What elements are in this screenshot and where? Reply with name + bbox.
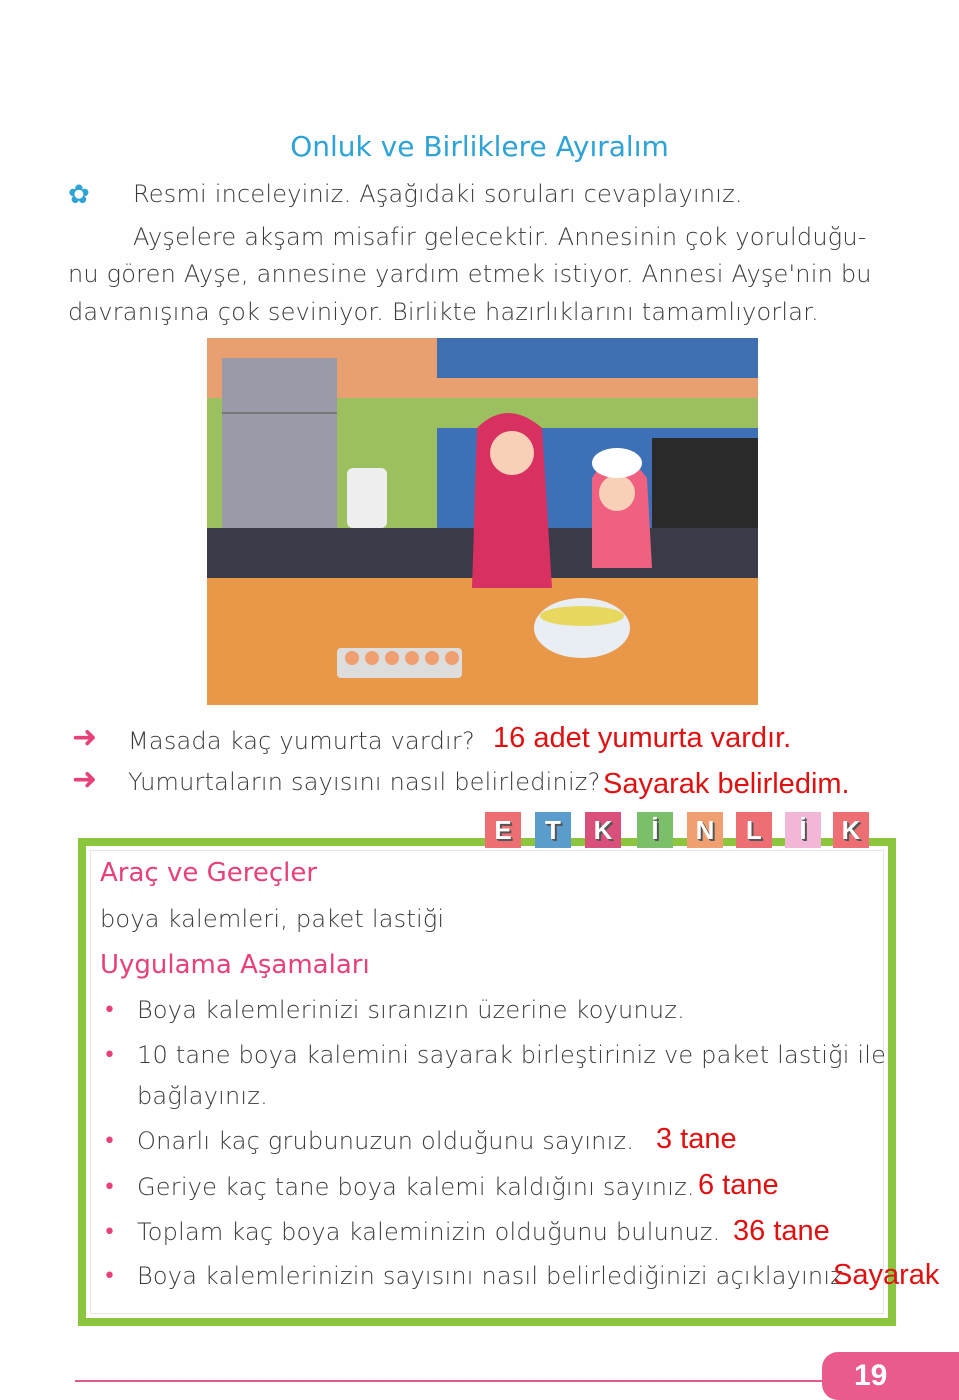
answer-text: 36 tane [733,1215,830,1247]
page-number: 19 [822,1352,959,1400]
step-text: Boya kalemlerinizin sayısını nasıl belirlediğinizi açıklayınız. [137,1262,851,1290]
story-line: davranışına çok seviniyor. Birlikte hazırlıklarını tamamlıyorlar. [68,298,819,326]
answer-text: Sayarak [833,1259,940,1291]
tools-heading: Araç ve Gereçler [100,858,318,888]
answer-text: Sayarak belirledim. [603,768,850,800]
banner-letter-tile: N [687,812,723,848]
tools-text: boya kalemleri, paket lastiği [100,905,445,933]
banner-letter-tile: L [736,812,772,848]
arrow-right-icon: ➜ [72,720,98,755]
step-text-cont: bağlayınız. [137,1082,268,1110]
answer-text: 3 tane [656,1123,737,1155]
banner-letter-tile: İ [785,812,821,848]
banner-letter-tile: K [833,812,869,848]
banner-letter-tile: İ [637,812,673,848]
bullet-icon: • [103,1129,116,1154]
step-text: Toplam kaç boya kaleminizin olduğunu bulunuz. [137,1218,721,1246]
step-text: Geriye kaç tane boya kalemi kaldığını sayınız. [137,1173,695,1201]
step-text: Onarlı kaç grubunuzun olduğunu sayınız. [137,1127,635,1155]
steps-heading: Uygulama Aşamaları [100,950,370,980]
bullet-icon: • [103,1043,116,1068]
kitchen-illustration [207,338,758,705]
footer-line [75,1380,825,1382]
step-text: Boya kalemlerinizi sıranızın üzerine koyunuz. [137,996,685,1024]
banner-letter-tile: E [485,812,521,848]
banner-letter-tile: K [585,812,621,848]
answer-text: 16 adet yumurta vardır. [493,722,792,754]
answer-text: 6 tane [698,1169,779,1201]
step-text: 10 tane boya kalemini sayarak birleştiriniz ve paket lastiği ile [137,1041,887,1069]
question-text: Yumurtaların sayısını nasıl belirlediniz? [128,768,601,796]
instruction: Resmi inceleyiniz. Aşağıdaki soruları cevaplayınız. [133,180,743,208]
arrow-right-icon: ➜ [72,762,98,797]
bullet-icon: • [103,1175,116,1200]
story-line: Ayşelere akşam misafir gelecektir. Annesinin çok yorulduğu- [133,223,867,251]
banner-letter-tile: T [535,812,571,848]
bullet-icon: • [103,1220,116,1245]
story-line: nu gören Ayşe, annesine yardım etmek istiyor. Annesi Ayşe'nin bu [68,260,872,288]
question-text: Masada kaç yumurta vardır? [128,727,475,755]
bullet-icon: • [103,1264,116,1289]
bullet-icon: • [103,998,116,1023]
page-title: Onluk ve Birliklere Ayıralım [290,130,669,163]
flower-icon: ✿ [68,180,90,210]
